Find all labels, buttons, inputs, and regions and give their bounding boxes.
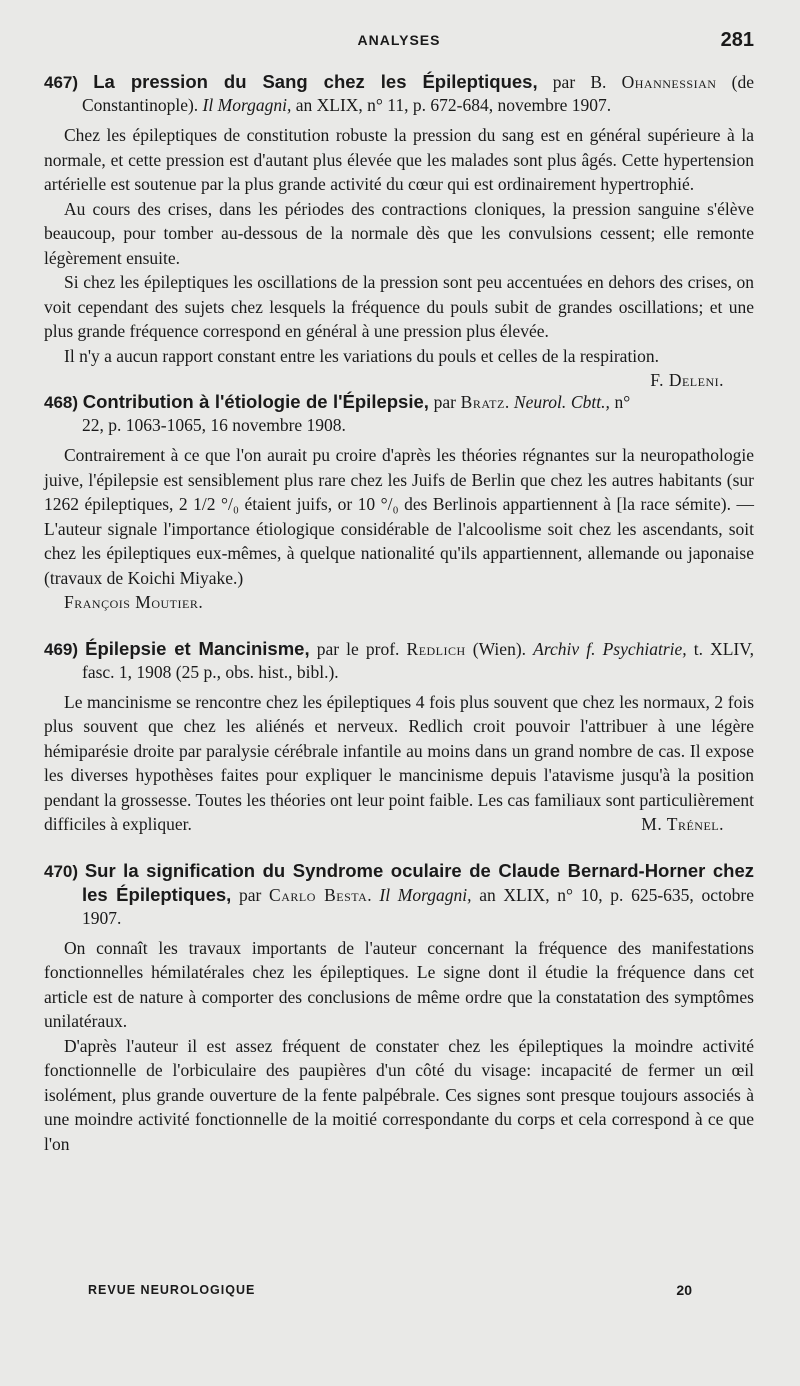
entry-by: par	[428, 392, 461, 412]
paragraph: Chez les épileptiques de constitution robuste la pression du sang est en général supérieure à la normale, et cette pression est d'autant plus élevée que les malades sont plus âgés. Cette hypertension artérielle est soutenue par la plus grande activité du cœur qui est ordinairement hypertrophié.	[44, 125, 754, 194]
entry-by: par B.	[537, 72, 622, 92]
footer-journal: REVUE NEUROLOGIQUE	[88, 1283, 256, 1297]
entry-title: La pression du Sang chez les Épileptiques,	[93, 71, 538, 92]
entry-journal: Il Morgagni,	[379, 884, 472, 905]
paragraph: Au cours des crises, dans les périodes des contractions cloniques, la pression sanguine s'élève beaucoup, pour tomber au-dessous de la normale dès que les convulsions cessent; elle remonte légèrement ensuite.	[44, 198, 754, 268]
paragraph-with-signature	[44, 690, 754, 837]
entry-number: 469)	[44, 639, 79, 659]
entry-source-a: (de Constantinople).	[82, 72, 754, 115]
page-footer	[88, 1283, 692, 1297]
entry-journal: Il Morgagni,	[202, 95, 292, 115]
abstract-entry-470	[44, 859, 754, 1157]
paragraph: Contrairement à ce que l'on aurait pu croire d'après les théories régnantes sur la neuropathologie juive, l'épilepsie est sensiblement plus rare chez les Juifs de Berlin que chez les autres habitants (sur 1262 épileptiques, 2 1/2 °/₀ étaient juifs, or 10 °/₀ des Berlinois appartiennent à [la race sémite). — L'auteur signale l'importance étiologique considérable de l'alcoolisme soit chez les ascendants, soit chez les épileptiques eux-mêmes, à quelque nationalité qu'ils appartiennent, allemande ou japonaise (travaux de Koichi Miyake.)	[44, 445, 754, 588]
entry-author: Carlo Besta	[269, 884, 368, 905]
reviewer-signature: F. Deleni.	[650, 370, 724, 390]
entry-number: 468)	[44, 393, 79, 412]
entry-source-b: an XLIX, n° 11, p. 672-684, novembre 1907.	[291, 95, 612, 115]
entry-source-b: n° 22, p. 1063-1065, 16 novembre 1908.	[82, 392, 631, 435]
paragraph: Si chez les épileptiques les oscillations de la pression sont peu accentuées en dehors des crises, on voit cependant des sujets chez lesquels la fréquence du pouls subit de grandes oscillations; et une plus grande fréquence correspond en général à une pression plus élevée.	[44, 272, 754, 341]
entry-body	[44, 443, 754, 615]
entry-source-a: .	[367, 884, 380, 905]
entry-heading	[44, 859, 754, 930]
abstract-entry-467	[44, 70, 754, 390]
reviewer-signature: François Moutier.	[64, 592, 204, 612]
entry-source-b: an XLIX, n° 10, p. 625-635, octobre 1907.	[82, 884, 754, 928]
entry-source-a: (Wien).	[465, 638, 534, 659]
entry-title: Épilepsie et Mancinisme,	[85, 637, 310, 659]
page-number: 281	[720, 29, 754, 51]
entry-body	[44, 690, 754, 837]
sheet-signature: 20	[676, 1282, 692, 1298]
entry-title: Contribution à l'étiologie de l'Épilepsie,	[82, 391, 429, 412]
abstract-entry-469	[44, 637, 754, 837]
paragraph: Le mancinisme se rencontre chez les épileptiques 4 fois plus souvent que chez les normaux, 2 fois plus souvent que chez les aliénés et nerveux. Redlich croit pouvoir l'attribuer à une légère hémiparésie droite par paralysie cérébrale infantile au moins dans un grand nombre de cas. Il expose les diverses hypothèses faites pour expliquer le mancinisme depuis l'atavisme jusqu'à la position pendant la grossesse. Toutes les théories ont leur point faible. Les cas familiaux sont particulièrement difficiles à expliquer.	[44, 691, 754, 834]
entry-by: par le prof.	[309, 638, 407, 659]
entry-heading	[44, 390, 754, 437]
paragraph: Il n'y a aucun rapport constant entre les variations du pouls et celles de la respiration.	[64, 345, 660, 366]
paragraph: On connaît les travaux importants de l'auteur concernant la fréquence des manifestations fonctionnelles hémilatérales chez les épileptiques. Le signe dont il étudie la fréquence dans cet article est de nature à comporter des conclusions de même ordre que la constatation des symptômes unilatéraux.	[44, 937, 754, 1031]
entry-author: Bratz	[460, 392, 505, 412]
entry-journal: Neurol. Cbtt.,	[513, 392, 610, 412]
reviewer-signature: M. Trénel.	[641, 814, 724, 834]
paragraph-with-signature	[44, 344, 754, 390]
entry-heading	[44, 637, 754, 684]
entry-journal: Archiv f. Psychiatrie,	[533, 638, 687, 659]
entry-body	[44, 936, 754, 1157]
abstract-entry-468	[44, 390, 754, 615]
article-column	[44, 70, 754, 1178]
entry-by: par	[231, 884, 270, 905]
entry-source-b: t. XLIV, fasc. 1, 1908 (25 p., obs. hist., bibl.).	[82, 638, 754, 682]
entry-source-a: .	[504, 392, 514, 412]
entry-author: Redlich	[406, 638, 466, 659]
running-head	[44, 29, 754, 58]
entry-number: 467)	[44, 73, 79, 92]
paragraph: D'après l'auteur il est assez fréquent de constater chez les épileptiques la moindre activité fonctionnelle de l'orbiculaire des paupières d'un côté du visage: incapacité de fermer un œil isolément, plus grande ouverture de la fente palpébrale. Ces signes sont presque toujours associés à une moindre activité fonctionnelle de la moitié correspondante du corps et cela correspond à ce que l'on	[44, 1035, 754, 1154]
running-title: ANALYSES	[357, 32, 441, 48]
entry-body	[44, 123, 754, 390]
entry-title: Sur la signification du Syndrome oculaire de Claude Bernard-Horner chez les Épileptiques,	[82, 859, 755, 905]
entry-author: Ohannessian	[621, 72, 717, 92]
signature-line	[44, 590, 754, 615]
entry-number: 470)	[44, 861, 79, 881]
entry-heading	[44, 70, 754, 117]
